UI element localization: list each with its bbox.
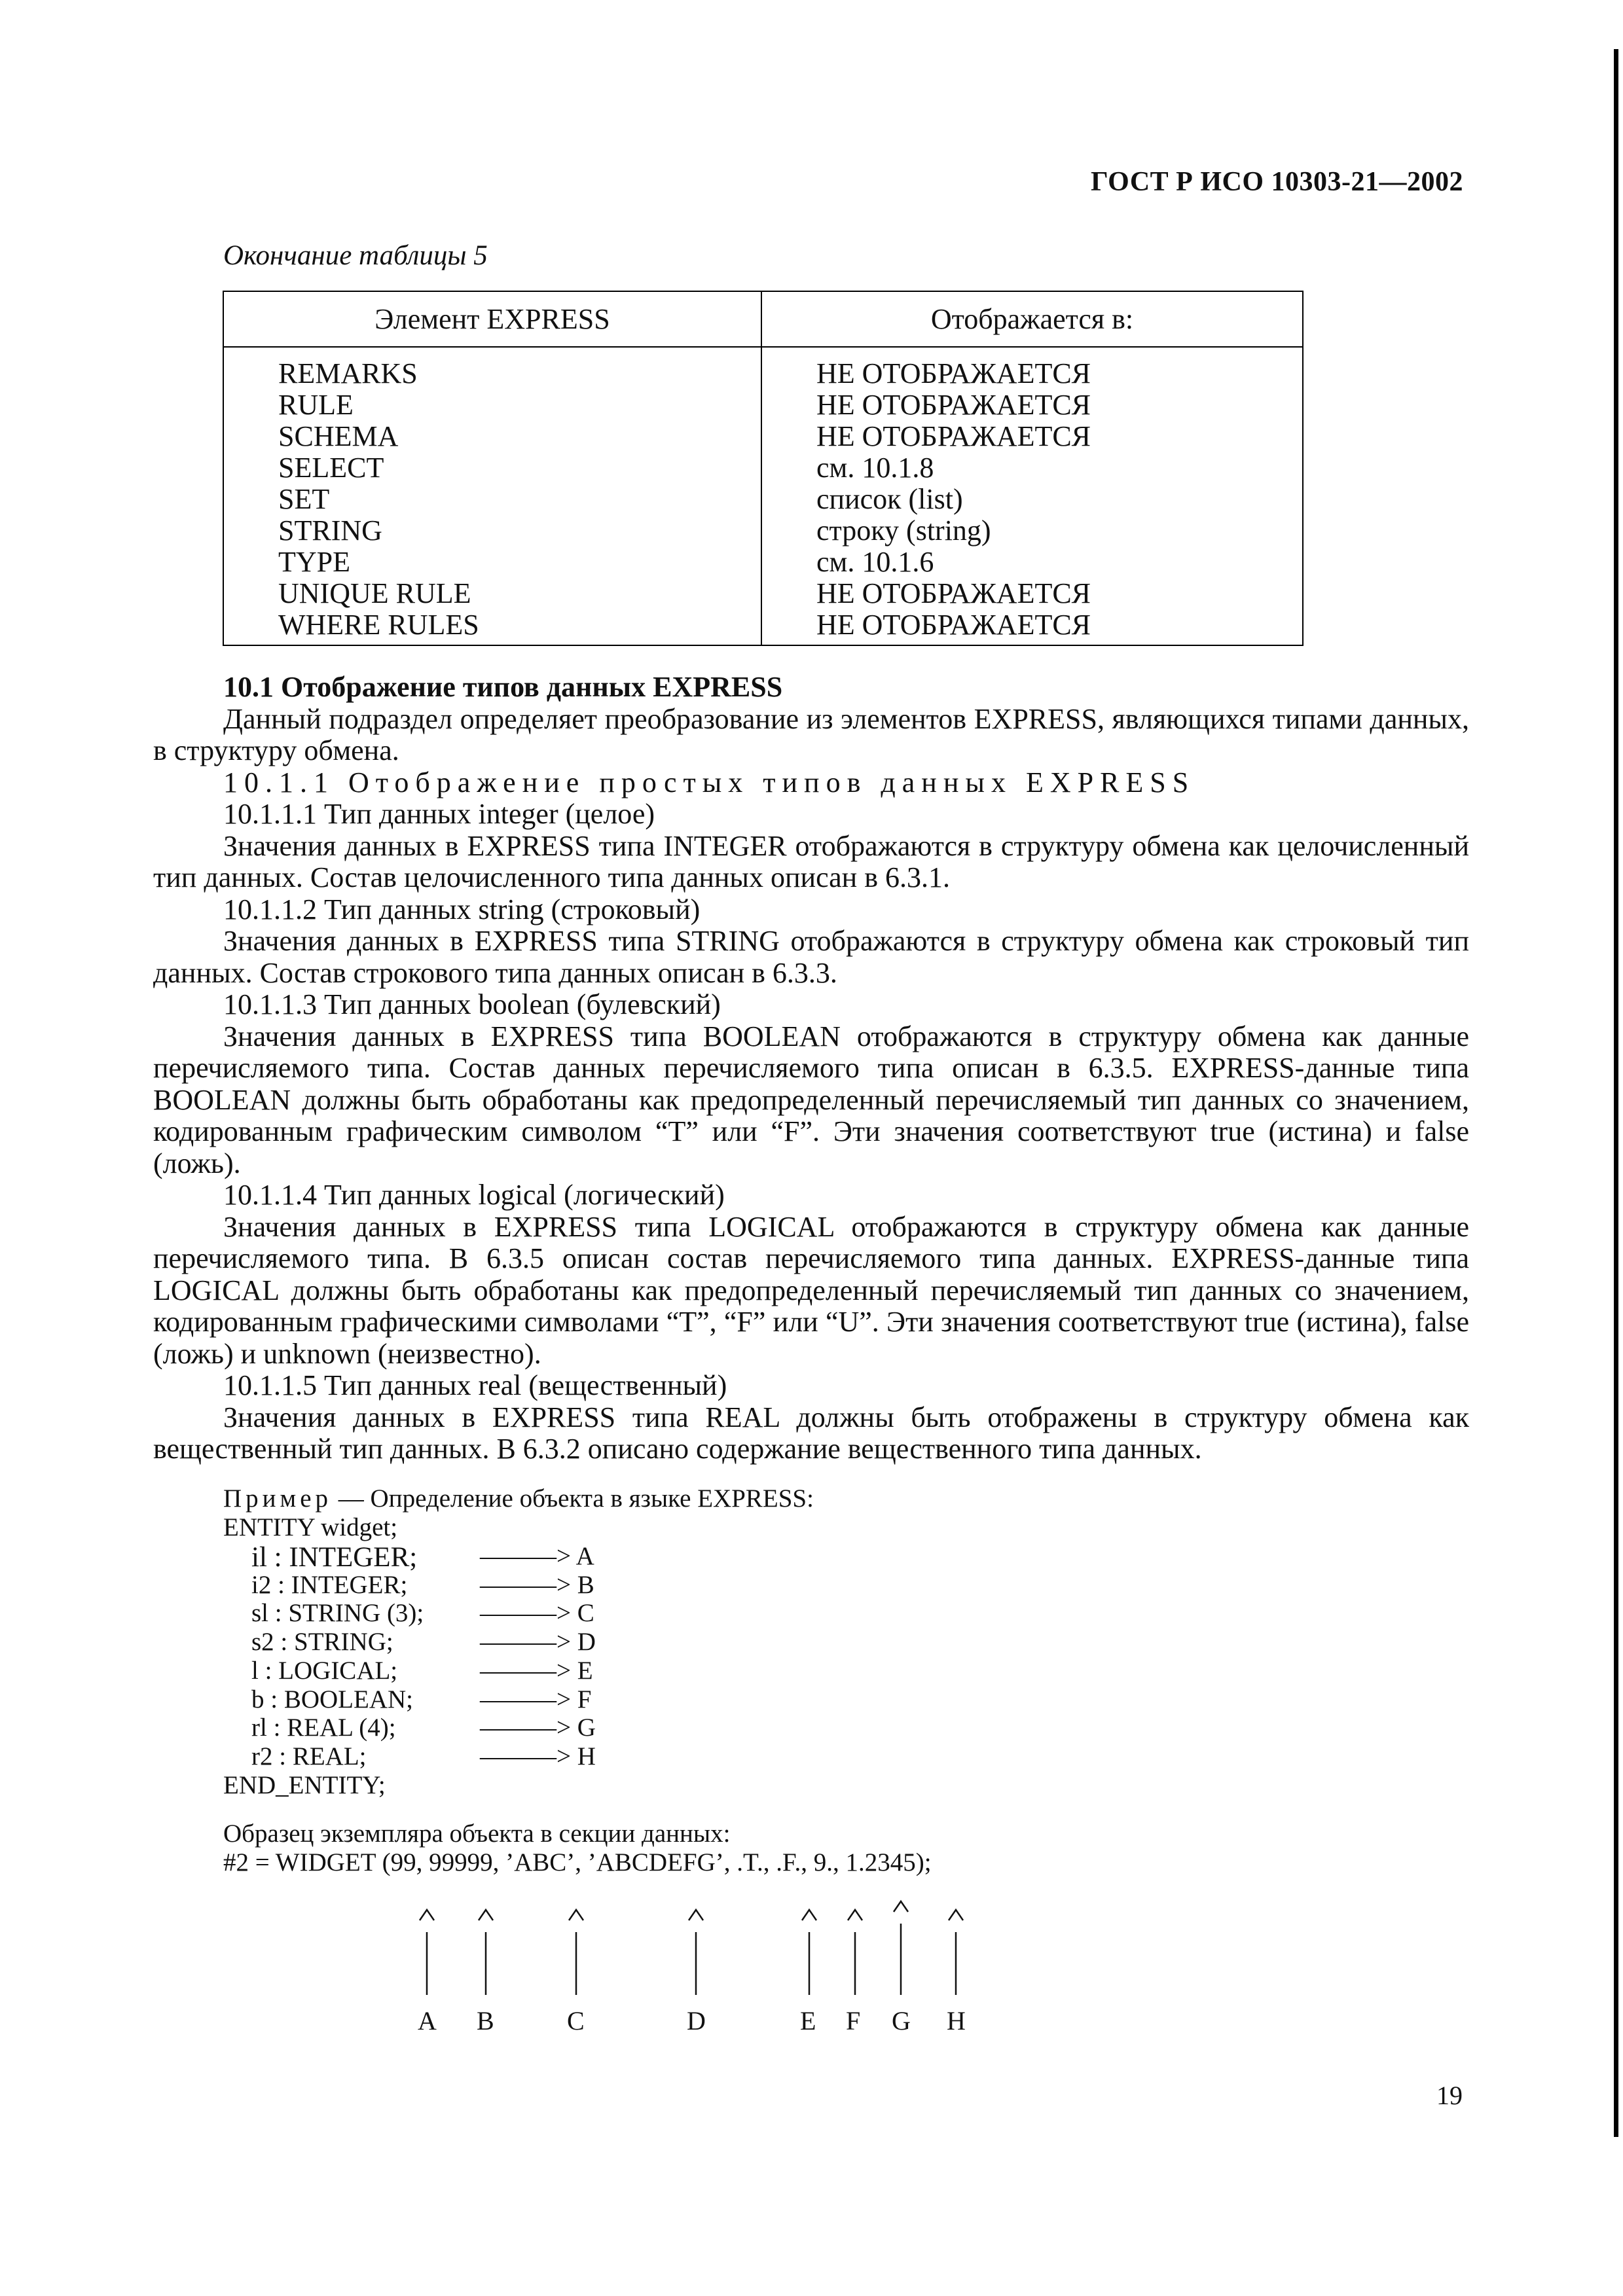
pointer-arrow: [689, 1910, 703, 1995]
paragraph: Значения данных в EXPRESS типа STRING отображаются в структуру обмена как строковый тип данных. Состав строкового типа данных описан в 6.3.3.: [153, 925, 1469, 989]
table-cell: НЕ ОТОБРАЖАЕТСЯ: [816, 389, 1091, 421]
example-title: — Определение объекта в языке EXPRESS:: [332, 1484, 814, 1513]
table-cell: НЕ ОТОБРАЖАЕТСЯ: [816, 609, 1091, 641]
paragraph: Значения данных в EXPRESS типа REAL должны быть отображены в структуру обмена как вещественный тип данных. В 6.3.2 описано содержание вещественного типа данных.: [153, 1401, 1469, 1465]
table-cell: см. 10.1.8: [816, 452, 934, 484]
entity-end: END_ENTITY;: [223, 1771, 386, 1799]
attribute-decl: l : LOGICAL;: [251, 1656, 398, 1685]
paragraph: Значения данных в EXPRESS типа LOGICAL отображаются в структуру обмена как данные перечисляемого типа. В 6.3.5 описан состав перечисляемого типа данных. EXPRESS-данные типа LOGICAL должны быть обработаны как предопределенный перечисляемый тип данных со значением, кодированным графическими символами “T”, “F” или “U”. Эти значения соответствуют true (истина), false (ложь) и unknown (неизвестно).: [153, 1210, 1469, 1370]
subsection-title: 10.1.1.2 Тип данных string (строковый): [223, 893, 701, 925]
instance-line: #2 = WIDGET (99, 99999, ’ABC’, ’ABCDEFG’, .T., .F., 9., 1.2345);: [223, 1848, 932, 1876]
table-cell: НЕ ОТОБРАЖАЕТСЯ: [816, 420, 1091, 452]
table-cell: SCHEMA: [278, 420, 399, 452]
table-cell: TYPE: [278, 546, 350, 578]
paragraph: Данный подраздел определяет преобразование из элементов EXPRESS, являющихся типами данных, в структуру обмена.: [153, 702, 1469, 766]
subsection-title: 10.1.1.3 Тип данных boolean (булевский): [223, 988, 721, 1020]
pointer-letter: B: [477, 2006, 494, 2036]
standard-header: ГОСТ Р ИСО 10303-21—2002: [1090, 167, 1463, 197]
page-number: 19: [1436, 2081, 1463, 2110]
attribute-decl: s2 : STRING;: [251, 1628, 393, 1657]
table-cell: строку (string): [816, 514, 991, 547]
pointer-letter: G: [892, 2006, 911, 2036]
attribute-arrow: ———> B: [480, 1570, 594, 1599]
table-cell: STRING: [278, 514, 382, 547]
pointer-arrow: [569, 1910, 583, 1995]
pointer-letter: H: [947, 2006, 966, 2036]
example-label: Пример: [223, 1484, 333, 1513]
pointer-letter: F: [846, 2006, 861, 2036]
attribute-decl: rl : REAL (4);: [251, 1713, 396, 1742]
subsection-title: 10.1.1.4 Тип данных logical (логический): [223, 1179, 725, 1211]
pointer-arrow: [949, 1910, 963, 1995]
table-cell: SELECT: [278, 452, 384, 484]
pointer-letter: A: [418, 2006, 437, 2036]
pointer-arrow: [848, 1910, 862, 1995]
attribute-arrow: ———> G: [480, 1713, 596, 1742]
table-cell: НЕ ОТОБРАЖАЕТСЯ: [816, 357, 1091, 389]
instance-label: Образец экземпляра объекта в секции данных:: [223, 1820, 731, 1848]
attribute-decl: il : INTEGER;: [251, 1542, 418, 1573]
table-cell: НЕ ОТОБРАЖАЕТСЯ: [816, 577, 1091, 609]
attribute-arrow: ———> D: [480, 1628, 596, 1657]
attribute-decl: r2 : REAL;: [251, 1742, 367, 1770]
table-cell: SET: [278, 483, 330, 515]
table-cell: список (list): [816, 483, 963, 515]
table-cell: см. 10.1.6: [816, 546, 934, 578]
subsection-title: 10.1.1.5 Тип данных real (вещественный): [223, 1369, 727, 1401]
attribute-arrow: ———> F: [480, 1685, 592, 1713]
table-cell: RULE: [278, 389, 354, 421]
pointer-arrow: [894, 1901, 908, 1995]
subsection-title: 10.1.1.1 Тип данных integer (целое): [223, 798, 655, 830]
pointer-letter: C: [567, 2006, 585, 2036]
attribute-arrow: ———> E: [480, 1656, 593, 1685]
col-header-element: Элемент EXPRESS: [223, 291, 761, 347]
table-caption: Окончание таблицы 5: [223, 240, 488, 271]
table-cell: REMARKS: [278, 357, 418, 389]
paragraph: Значения данных в EXPRESS типа INTEGER отображаются в структуру обмена как целочисленный тип данных. Состав целочисленного типа данных описан в 6.3.1.: [153, 829, 1469, 893]
attribute-decl: b : BOOLEAN;: [251, 1685, 413, 1713]
paragraph: Значения данных в EXPRESS типа BOOLEAN отображаются в структуру обмена как данные перечисляемого типа. Состав данных перечисляемого типа описан в 6.3.5. EXPRESS-данные типа BOOLEAN должны быть обработаны как предопределенный перечисляемый тип данных со значением, кодированным графическим символом “T” или “F”. Эти значения соответствуют true (истина) и false (ложь).: [153, 1020, 1469, 1179]
table-cell: UNIQUE RULE: [278, 577, 471, 609]
pointer-arrow: [420, 1910, 434, 1995]
pointer-arrow: [802, 1910, 816, 1995]
table-cell: WHERE RULES: [278, 609, 479, 641]
attribute-decl: sl : STRING (3);: [251, 1599, 424, 1628]
attribute-decl: i2 : INTEGER;: [251, 1570, 408, 1599]
subsection-heading: 10.1.1 Отображение простых типов данных EXPRESS: [223, 766, 1195, 798]
pointer-letter: E: [800, 2006, 816, 2036]
pointer-letter: D: [687, 2006, 706, 2036]
entity-start: ENTITY widget;: [223, 1513, 398, 1541]
attribute-arrow: ———> C: [480, 1599, 594, 1628]
section-heading: 10.1 Отображение типов данных EXPRESS: [223, 671, 783, 703]
col-header-mapped-to: Отображается в:: [761, 291, 1303, 347]
attribute-arrow: ———> H: [480, 1742, 596, 1770]
pointer-arrow: [479, 1910, 493, 1995]
attribute-arrow: ———> A: [480, 1542, 594, 1570]
